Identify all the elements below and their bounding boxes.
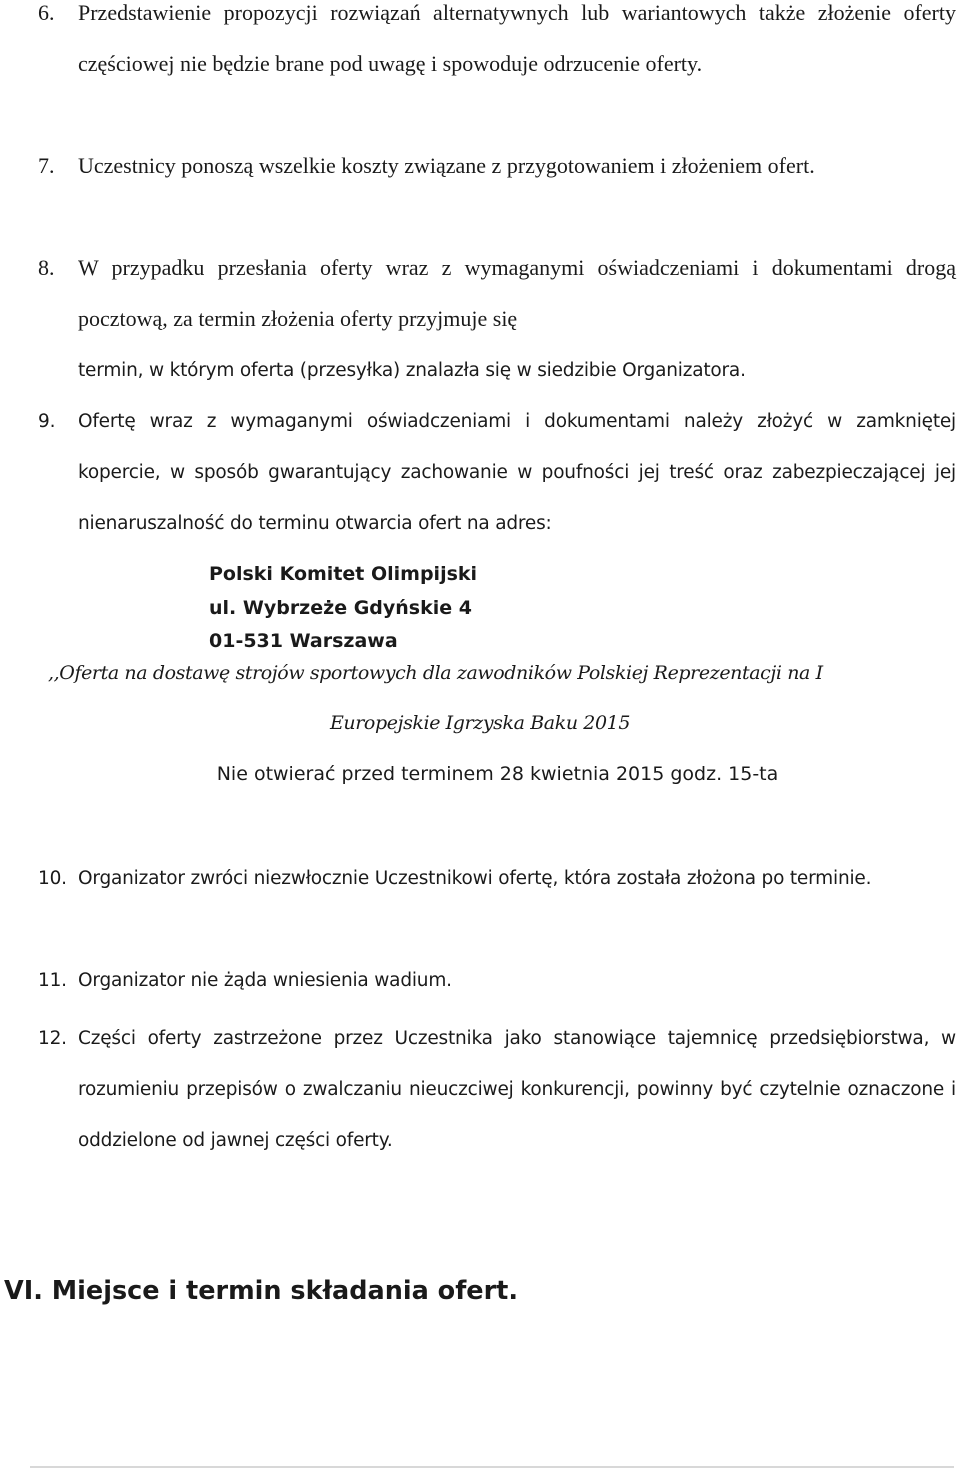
item-number: 8. <box>38 255 55 280</box>
item-text: Ofertę wraz z wymaganymi oświadczeniami i dokumentami należy złożyć w zamkniętej kopercie, w sposób gwarantujący zachowanie w poufności jej treść oraz zabezpieczającej jej nienaruszalność do terminu otwarcia ofert na adres: <box>78 411 956 534</box>
item-number: 6. <box>38 0 55 25</box>
address-street: ul. Wybrzeże Gdyńskie 4 <box>209 597 472 619</box>
do-not-open-note: Nie otwierać przed terminem 28 kwietnia 2015 godz. 15-ta <box>216 763 779 785</box>
list-item-9 <box>38 396 956 549</box>
item-text: Organizator nie żąda wniesienia wadium. <box>78 970 452 991</box>
list-item-12 <box>38 1013 956 1166</box>
list-item-8 <box>38 242 956 344</box>
item-number: 7. <box>38 153 55 178</box>
item-text-tail: termin, w którym oferta (przesyłka) znalazła się w siedzibie Organizatora. <box>78 360 746 381</box>
item-text: Uczestnicy ponoszą wszelkie koszty związane z przygotowaniem i złożeniem ofert. <box>78 153 815 178</box>
item-number: 10. <box>38 868 67 889</box>
envelope-title-line2: Europejskie Igrzyska Baku 2015 <box>329 712 631 734</box>
list-item-6 <box>38 0 956 89</box>
item-number: 12. <box>38 1028 67 1049</box>
item-number: 11. <box>38 970 67 991</box>
list-item-7 <box>38 140 956 191</box>
item-text: Organizator zwróci niezwłocznie Uczestnikowi ofertę, która została złożona po terminie. <box>78 868 872 889</box>
list-item-8-tail <box>38 345 956 396</box>
item-text: Przedstawienie propozycji rozwiązań alternatywnych lub wariantowych także złożenie oferty częściowej nie będzie brane pod uwagę i spowoduje odrzucenie oferty. <box>78 0 956 76</box>
item-text: W przypadku przesłania oferty wraz z wymaganymi oświadczeniami i dokumentami drogą pocztową, za termin złożenia oferty przyjmuje się <box>78 255 956 331</box>
section-heading: VI. Miejsce i termin składania ofert. <box>4 1276 519 1306</box>
item-text: Części oferty zastrzeżone przez Uczestnika jako stanowiące tajemnicę przedsiębiorstwa, w rozumieniu przepisów o zwalczaniu nieuczciwej konkurencji, powinny być czytelnie oznaczone i oddzielone od jawnej części oferty. <box>78 1028 956 1151</box>
list-item-11 <box>38 955 956 1006</box>
address-org: Polski Komitet Olimpijski <box>209 563 478 585</box>
page-bottom-rule <box>30 1466 954 1468</box>
item-number: 9. <box>38 411 56 432</box>
list-item-10 <box>38 853 956 904</box>
address-city: 01-531 Warszawa <box>209 630 398 652</box>
envelope-title-line1: ,,Oferta na dostawę strojów sportowych dla zawodników Polskiej Reprezentacji na I <box>48 662 823 684</box>
